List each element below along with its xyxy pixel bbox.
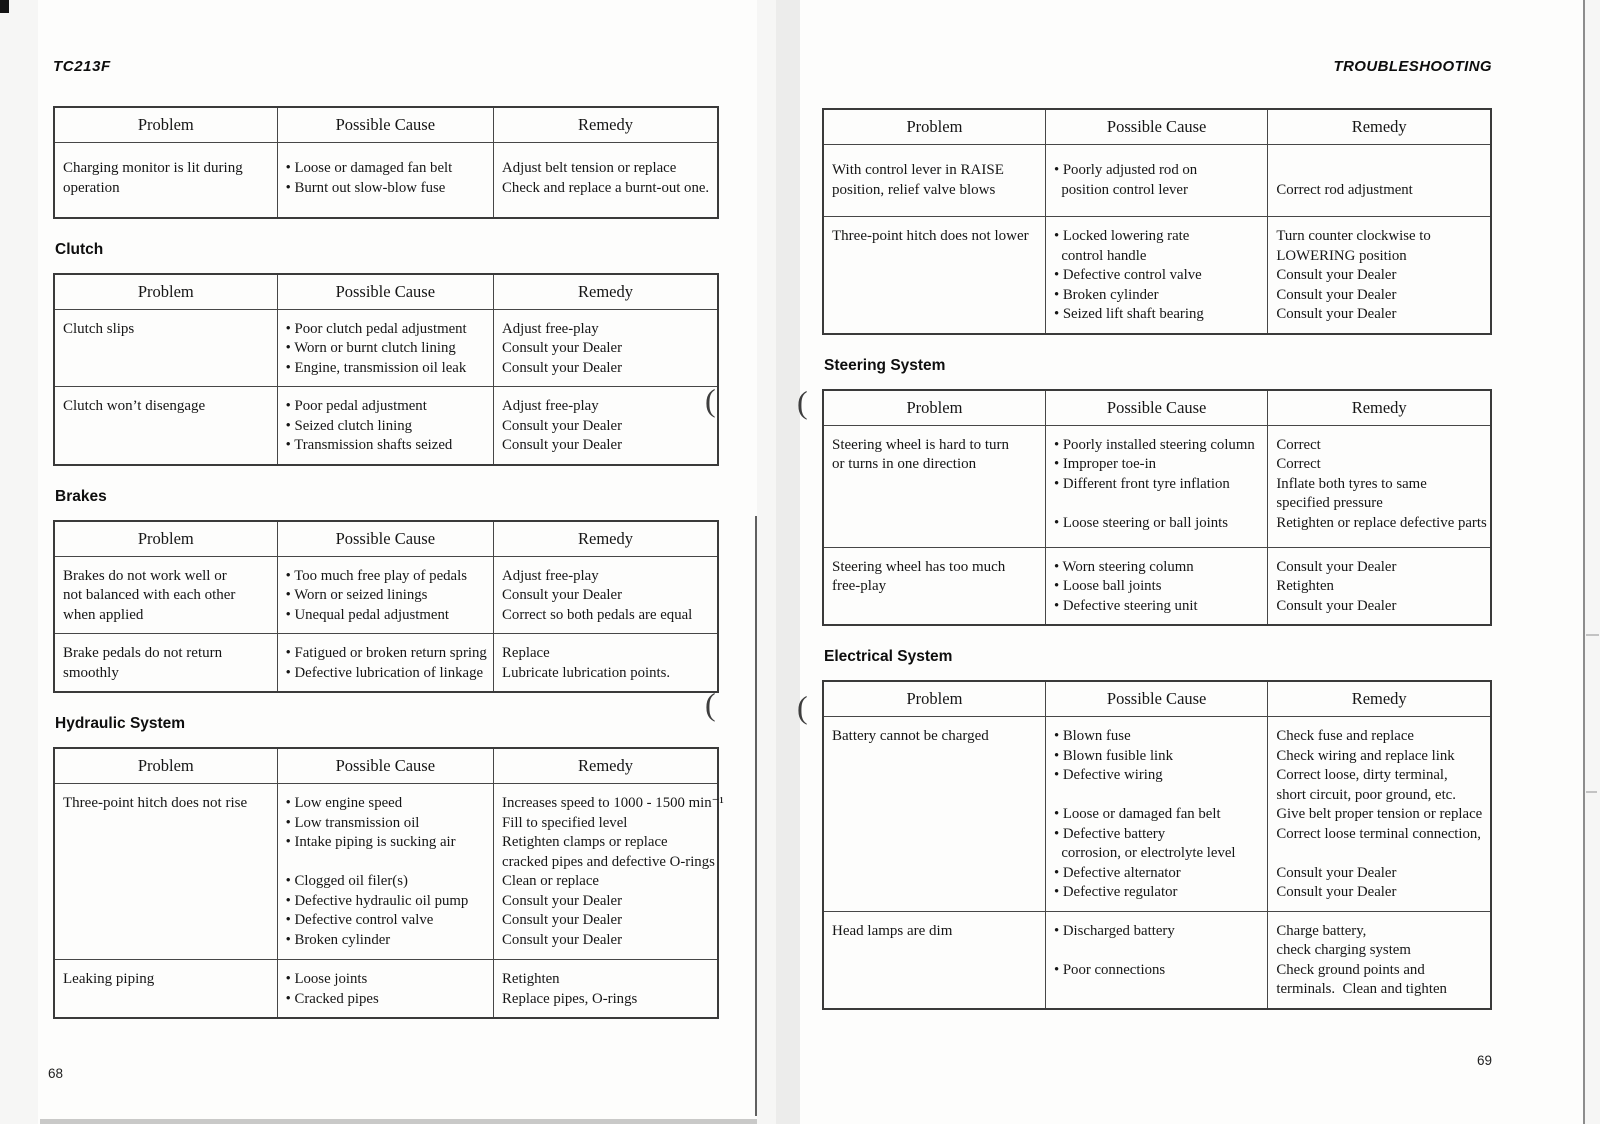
troubleshooting-table — [822, 680, 1492, 1010]
table-row — [823, 717, 1491, 912]
column-header-possible-cause: Possible Cause — [277, 107, 493, 143]
problem-cell — [823, 717, 1045, 912]
cause-line: • Blown fuse — [1053, 728, 1131, 744]
problem-line: Clutch won’t disengage — [63, 398, 206, 414]
column-header-problem: Problem — [823, 109, 1045, 145]
table-header-row — [54, 748, 718, 784]
remedy-line: Turn counter clockwise to — [1276, 228, 1431, 244]
cause-line: • Clogged oil filer(s) — [285, 873, 408, 889]
cause-line — [286, 853, 489, 873]
page-number-left: 68 — [48, 1066, 64, 1081]
remedy-line: Correct loose terminal connection, — [1276, 825, 1481, 842]
problem-cell — [54, 309, 277, 387]
binding-paren-artifact: ( — [705, 382, 716, 418]
remedy-line — [1276, 844, 1486, 864]
column-header-remedy: Remedy — [494, 748, 718, 784]
cause-line: • Poor clutch pedal adjustment — [285, 320, 467, 337]
remedy-line: Charge battery, — [1276, 922, 1367, 939]
column-header-remedy: Remedy — [494, 274, 718, 310]
cause-line: • Defective lubrication of linkage — [285, 664, 484, 681]
remedy-line: Consult your Dealer — [502, 892, 623, 909]
problem-line: Leaking piping — [63, 971, 155, 987]
binding-paren-artifact: ( — [797, 384, 808, 420]
table-row — [823, 547, 1491, 625]
remedy-cell — [494, 784, 724, 960]
troubleshooting-table — [53, 520, 719, 694]
remedy-line: Consult your Dealer — [502, 931, 623, 948]
table-header-row — [54, 107, 718, 143]
page-edge-line — [1583, 0, 1585, 1124]
remedy-line: Retighten or replace defective parts — [1276, 514, 1487, 531]
table-header-row — [823, 109, 1491, 145]
problem-line: Head lamps are dim — [832, 922, 953, 939]
table-row — [823, 145, 1491, 217]
cause-line: • Poor pedal adjustment — [285, 398, 427, 414]
remedy-cell — [1268, 717, 1491, 912]
troubleshooting-table — [822, 389, 1492, 627]
remedy-line: Clean or replace — [502, 873, 599, 889]
cause-line: • Cracked pipes — [285, 990, 379, 1007]
section-title-clutch: Clutch — [55, 240, 104, 258]
cause-line: • Defective regulator — [1053, 884, 1178, 900]
page-bottom-edge-shadow — [40, 1119, 757, 1124]
page-number-right: 69 — [1477, 1053, 1493, 1068]
cause-cell — [277, 387, 493, 465]
cause-cell — [1045, 145, 1267, 217]
problem-line: position, relief valve blows — [832, 181, 996, 198]
table-row — [54, 784, 718, 960]
column-header-remedy: Remedy — [1268, 681, 1491, 717]
cause-line: • Fatigued or broken return spring — [285, 645, 487, 661]
table-row — [54, 634, 718, 693]
binding-paren-artifact: ( — [797, 689, 808, 725]
remedy-line: Consult your Dealer — [1276, 884, 1397, 900]
scan-tick-mark — [1586, 791, 1597, 793]
troubleshooting-table — [822, 108, 1492, 335]
remedy-line: Consult your Dealer — [502, 340, 623, 356]
remedy-line: Adjust free-play — [502, 398, 599, 414]
binding-paren-artifact: ( — [705, 686, 716, 722]
cause-cell — [277, 634, 493, 693]
cause-line: • Improper toe-in — [1053, 456, 1157, 472]
remedy-cell — [1268, 145, 1491, 217]
problem-cell — [54, 556, 277, 634]
cause-line: • Defective control valve — [1053, 267, 1202, 283]
remedy-line: Consult your Dealer — [502, 912, 623, 928]
column-header-remedy: Remedy — [1268, 390, 1491, 426]
cause-cell — [277, 143, 493, 218]
problem-line: operation — [63, 179, 120, 196]
cause-cell — [277, 960, 493, 1019]
page-header-chapter: TROUBLESHOOTING — [1333, 58, 1492, 75]
cause-cell — [277, 309, 493, 387]
cause-line: • Engine, transmission oil leak — [285, 359, 467, 376]
problem-cell — [54, 387, 277, 465]
remedy-line: Consult your Dealer — [1276, 306, 1397, 322]
section-title-brakes: Brakes — [55, 487, 107, 505]
cause-line: • Worn steering column — [1053, 558, 1194, 575]
cause-cell — [277, 784, 493, 960]
problem-cell — [54, 143, 277, 218]
remedy-line — [1276, 161, 1486, 181]
remedy-line: Correct — [1276, 456, 1321, 472]
cause-cell — [1045, 547, 1267, 625]
remedy-line: cracked pipes and defective O-rings — [502, 853, 715, 870]
cause-line: • Burnt out slow-blow fuse — [285, 179, 446, 196]
problem-line: With control lever in RAISE — [832, 162, 1004, 178]
problem-line: Steering wheel is hard to turn — [832, 436, 1010, 453]
right-page-sections — [822, 108, 1492, 1010]
cause-line: • Low engine speed — [285, 795, 403, 811]
remedy-line: Consult your Dealer — [502, 587, 623, 603]
table-row — [54, 387, 718, 465]
remedy-line: Lubricate lubrication points. — [502, 664, 671, 681]
remedy-line: Check fuse and replace — [1276, 728, 1414, 744]
troubleshooting-table — [53, 273, 719, 466]
table-row — [823, 425, 1491, 547]
cause-line: • Discharged battery — [1053, 922, 1175, 939]
column-header-possible-cause: Possible Cause — [277, 748, 493, 784]
remedy-line: Adjust free-play — [502, 567, 599, 584]
cause-line: • Broken cylinder — [1053, 286, 1159, 303]
remedy-cell — [494, 634, 718, 693]
problem-line: Brakes do not work well or — [63, 567, 227, 584]
remedy-line: Check and replace a burnt-out one. — [502, 179, 710, 196]
remedy-line: Correct so both pedals are equal — [502, 606, 693, 623]
remedy-line: Inflate both tyres to same — [1276, 475, 1427, 492]
cause-line: • Loose ball joints — [1053, 578, 1162, 594]
remedy-cell — [1268, 217, 1491, 334]
column-header-possible-cause: Possible Cause — [1045, 109, 1267, 145]
cause-line: • Loose joints — [285, 971, 368, 987]
cause-line — [1054, 786, 1263, 806]
remedy-line: Consult your Dealer — [1276, 267, 1397, 283]
remedy-line: Adjust belt tension or replace — [502, 160, 677, 176]
problem-cell — [823, 217, 1045, 334]
remedy-line: LOWERING position — [1276, 247, 1407, 264]
remedy-line: Give belt proper tension or replace — [1276, 806, 1483, 822]
cause-line: • Defective steering unit — [1053, 597, 1198, 614]
column-header-possible-cause: Possible Cause — [1045, 390, 1267, 426]
cause-line: position control lever — [1053, 181, 1188, 198]
column-header-remedy: Remedy — [494, 521, 718, 557]
cause-line: • Worn or seized linings — [285, 587, 428, 603]
cause-line: • Seized clutch lining — [285, 417, 412, 434]
cause-line: • Unequal pedal adjustment — [285, 606, 449, 623]
problem-line: Three-point hitch does not rise — [63, 795, 248, 811]
remedy-cell — [1268, 911, 1491, 1009]
cause-cell — [1045, 425, 1267, 547]
table-row — [54, 556, 718, 634]
table-header-row — [54, 521, 718, 557]
problem-cell — [823, 425, 1045, 547]
problem-line: Three-point hitch does not lower — [832, 228, 1029, 244]
scan-corner-mark — [0, 0, 9, 13]
column-header-possible-cause: Possible Cause — [1045, 681, 1267, 717]
cause-line — [1054, 494, 1263, 514]
column-header-possible-cause: Possible Cause — [277, 521, 493, 557]
cause-line: • Poorly adjusted rod on — [1053, 162, 1198, 178]
problem-line: smoothly — [63, 664, 119, 681]
cause-line: corrosion, or electrolyte level — [1053, 845, 1236, 861]
remedy-line: terminals. Clean and tighten — [1276, 981, 1447, 997]
cause-line: • Defective alternator — [1053, 864, 1181, 881]
remedy-line: Check wiring and replace link — [1276, 747, 1455, 764]
problem-line: Charging monitor is lit during — [63, 160, 243, 176]
problem-cell — [823, 547, 1045, 625]
cause-cell — [277, 556, 493, 634]
problem-line: Steering wheel has too much — [832, 558, 1006, 575]
problem-line: when applied — [63, 606, 144, 623]
column-header-problem: Problem — [823, 681, 1045, 717]
left-page — [53, 0, 724, 1019]
remedy-line: Consult your Dealer — [1276, 558, 1397, 575]
remedy-cell — [494, 960, 718, 1019]
cause-line: • Worn or burnt clutch lining — [285, 340, 456, 356]
column-header-problem: Problem — [823, 390, 1045, 426]
cause-line: • Defective control valve — [285, 912, 434, 928]
cause-line: • Different front tyre inflation — [1053, 475, 1230, 492]
remedy-line: Correct rod adjustment — [1276, 181, 1413, 198]
cause-line: • Poorly installed steering column — [1053, 436, 1255, 453]
table-row — [54, 960, 718, 1019]
remedy-line: Check ground points and — [1276, 961, 1425, 978]
problem-cell — [823, 911, 1045, 1009]
problem-line: not balanced with each other — [63, 587, 236, 603]
problem-line: Brake pedals do not return — [63, 645, 223, 661]
cause-cell — [1045, 717, 1267, 912]
remedy-line: Consult your Dealer — [1276, 864, 1397, 881]
remedy-line: Retighten clamps or replace — [502, 834, 668, 850]
troubleshooting-table — [53, 747, 724, 1019]
page-edge-line — [755, 516, 757, 1116]
remedy-line: Correct loose, dirty terminal, — [1276, 767, 1448, 783]
troubleshooting-table — [53, 106, 719, 219]
problem-cell — [54, 960, 277, 1019]
remedy-line: Retighten — [502, 971, 560, 987]
table-row — [54, 309, 718, 387]
remedy-line: Replace — [502, 645, 550, 661]
problem-line: free-play — [832, 578, 887, 594]
cause-line: • Transmission shafts seized — [285, 437, 453, 453]
remedy-line: Replace pipes, O-rings — [502, 990, 638, 1007]
column-header-possible-cause: Possible Cause — [277, 274, 493, 310]
remedy-line: Consult your Dealer — [1276, 597, 1397, 614]
cause-line: • Loose steering or ball joints — [1053, 514, 1229, 531]
column-header-remedy: Remedy — [1268, 109, 1491, 145]
column-header-problem: Problem — [54, 274, 277, 310]
left-page-sections — [53, 106, 724, 1019]
column-header-problem: Problem — [54, 107, 277, 143]
table-header-row — [823, 390, 1491, 426]
column-header-problem: Problem — [54, 521, 277, 557]
section-title-electrical-system: Electrical System — [824, 648, 953, 665]
table-row — [823, 911, 1491, 1009]
cause-line: • Too much free play of pedals — [285, 567, 467, 584]
remedy-line: Fill to specified level — [502, 814, 628, 831]
column-header-problem: Problem — [54, 748, 277, 784]
remedy-line: short circuit, poor ground, etc. — [1276, 786, 1456, 803]
column-header-remedy: Remedy — [494, 107, 718, 143]
problem-cell — [54, 784, 277, 960]
remedy-cell — [494, 143, 718, 218]
remedy-line: Increases speed to 1000 - 1500 min⁻¹ — [502, 795, 724, 811]
remedy-line: specified pressure — [1276, 495, 1383, 511]
remedy-line: Adjust free-play — [502, 320, 599, 337]
problem-line: Battery cannot be charged — [832, 728, 989, 744]
remedy-line: Correct — [1276, 436, 1321, 453]
remedy-line: Consult your Dealer — [502, 417, 623, 434]
problem-line: Clutch slips — [63, 320, 135, 337]
cause-line: • Intake piping is sucking air — [285, 834, 456, 850]
page-gutter-shadow — [776, 0, 800, 1124]
cause-line: • Poor connections — [1053, 961, 1166, 978]
remedy-cell — [494, 387, 718, 465]
scan-tick-mark — [1586, 634, 1599, 636]
page-header-model: TC213F — [53, 58, 111, 75]
remedy-line: Retighten — [1276, 578, 1334, 594]
cause-line: • Loose or damaged fan belt — [285, 160, 453, 176]
problem-cell — [823, 145, 1045, 217]
cause-line: • Loose or damaged fan belt — [1053, 806, 1221, 822]
remedy-cell — [494, 309, 718, 387]
remedy-cell — [1268, 425, 1491, 547]
cause-line: control handle — [1053, 247, 1147, 264]
cause-line: • Defective hydraulic oil pump — [285, 892, 469, 909]
cause-line: • Locked lowering rate — [1053, 228, 1190, 244]
table-row — [54, 143, 718, 218]
cause-cell — [1045, 911, 1267, 1009]
problem-line: or turns in one direction — [832, 456, 977, 472]
section-title-steering-system: Steering System — [824, 356, 946, 374]
cause-cell — [1045, 217, 1267, 334]
cause-line: • Low transmission oil — [285, 814, 420, 831]
remedy-line: Consult your Dealer — [502, 359, 623, 376]
remedy-cell — [1268, 547, 1491, 625]
cause-line: • Defective battery — [1053, 825, 1166, 842]
remedy-line: Consult your Dealer — [1276, 286, 1397, 303]
section-title-hydraulic-system: Hydraulic System — [55, 715, 186, 732]
cause-line: • Defective wiring — [1053, 767, 1163, 783]
problem-cell — [54, 634, 277, 693]
table-row — [823, 217, 1491, 334]
remedy-line: check charging system — [1276, 942, 1411, 958]
table-header-row — [823, 681, 1491, 717]
cause-line: • Seized lift shaft bearing — [1053, 306, 1204, 322]
cause-line — [1054, 941, 1263, 961]
table-header-row — [54, 274, 718, 310]
remedy-line: Consult your Dealer — [502, 437, 623, 453]
remedy-cell — [494, 556, 718, 634]
right-page — [822, 0, 1492, 1010]
cause-line: • Blown fusible link — [1053, 747, 1173, 764]
cause-line: • Broken cylinder — [285, 931, 391, 948]
